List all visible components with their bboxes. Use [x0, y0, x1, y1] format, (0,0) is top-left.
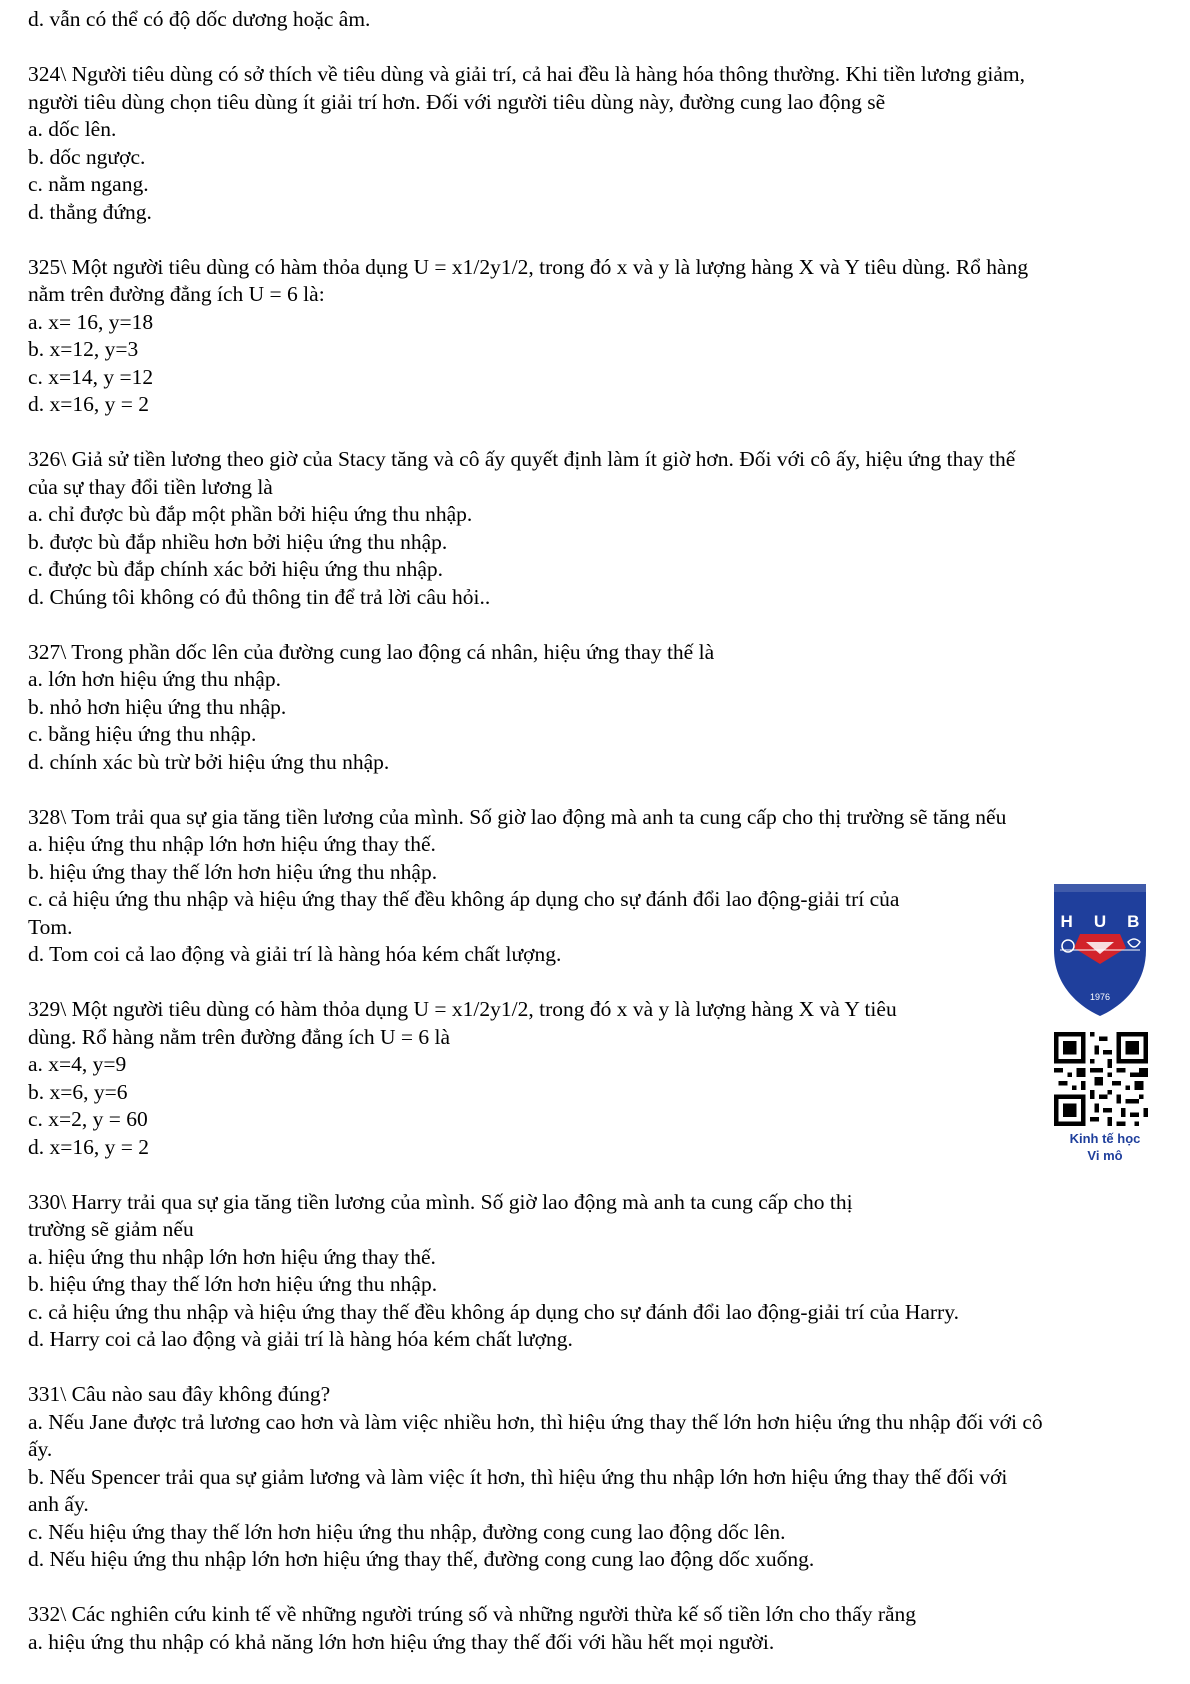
- option-text: anh ấy.: [28, 1492, 89, 1516]
- option-text: d. Nếu hiệu ứng thu nhập lớn hơn hiệu ứng thay thế, đường cong cung lao động dốc xuống.: [28, 1547, 815, 1571]
- option-text: c. Nếu hiệu ứng thay thế lớn hơn hiệu ứng thu nhập, đường cong cung lao động dốc lên.: [28, 1519, 786, 1544]
- option-text: ấy.: [28, 1437, 53, 1461]
- question-stem: 329\ Một người tiêu dùng có hàm thỏa dụng U = x1/2y1/2, trong đó x và y là lượng hàng X và Y tiêu: [28, 997, 897, 1021]
- option-text: a. dốc lên.: [28, 117, 117, 141]
- question-stem: nằm trên đường đẳng ích U = 6 là:: [28, 282, 325, 306]
- logo-caption: [1050, 1130, 1160, 1164]
- option-text: d. x=16, y = 2: [28, 392, 150, 416]
- option-text: b. x=12, y=3: [28, 337, 139, 361]
- question-331: [28, 1381, 1168, 1574]
- question-328: [28, 804, 1168, 969]
- option-text: a. hiệu ứng thu nhập có khả năng lớn hơn hiệu ứng thay thế đối với hầu hết mọi người.: [28, 1629, 775, 1654]
- logo-letters: [1050, 912, 1150, 932]
- option-text: b. hiệu ứng thay thế lớn hơn hiệu ứng thu nhập.: [28, 859, 438, 884]
- question-329: [28, 996, 1168, 1161]
- logo-year: 1976: [1089, 992, 1111, 1002]
- option-text: c. nằm ngang.: [28, 172, 149, 196]
- question-stem: 327\ Trong phần dốc lên của đường cung lao động cá nhân, hiệu ứng thay thế là: [28, 639, 715, 664]
- option-text: c. được bù đắp chính xác bởi hiệu ứng thu nhập.: [28, 557, 444, 581]
- question-stem: 330\ Harry trải qua sự gia tăng tiền lương của mình. Số giờ lao động mà anh ta cung cấp cho thị: [28, 1189, 853, 1214]
- option-text: a. lớn hơn hiệu ứng thu nhập.: [28, 667, 281, 691]
- option-text: b. Nếu Spencer trải qua sự giảm lương và làm việc ít hơn, thì hiệu ứng thu nhập lớn hơn hiệu ứng thay thế đối với: [28, 1464, 1008, 1489]
- question-stem: 332\ Các nghiên cứu kinh tế về những người trúng số và những người thừa kế số tiền lớn cho thấy rằng: [28, 1602, 917, 1626]
- question-stem: 331\ Câu nào sau đây không đúng?: [28, 1382, 331, 1406]
- logo-caption-line2: Vi mô: [1087, 1148, 1123, 1163]
- option-text: a. hiệu ứng thu nhập lớn hơn hiệu ứng thay thế.: [28, 832, 436, 856]
- option-text: b. hiệu ứng thay thế lớn hơn hiệu ứng thu nhập.: [28, 1272, 438, 1296]
- question-330: [28, 1189, 1168, 1354]
- option-text: b. nhỏ hơn hiệu ứng thu nhập.: [28, 694, 287, 719]
- question-327: [28, 639, 1168, 777]
- document-page: [28, 6, 1168, 1684]
- option-text: b. được bù đắp nhiều hơn bởi hiệu ứng thu nhập.: [28, 529, 448, 554]
- question-stem: 328\ Tom trải qua sự gia tăng tiền lương của mình. Số giờ lao động mà anh ta cung cấp cho thị trường sẽ tăng nếu: [28, 804, 1007, 829]
- option-text: d. chính xác bù trừ bởi hiệu ứng thu nhập.: [28, 749, 390, 774]
- question-stem: trường sẽ giảm nếu: [28, 1217, 194, 1241]
- option-text: a. chỉ được bù đắp một phần bởi hiệu ứng thu nhập.: [28, 502, 473, 526]
- question-stem: của sự thay đổi tiền lương là: [28, 474, 273, 499]
- question-stem: 326\ Giả sử tiền lương theo giờ của Stacy tăng và cô ấy quyết định làm ít giờ hơn. Đối với cô ấy, hiệu ứng thay thế: [28, 447, 1016, 471]
- option-text: d. vẫn có thể có độ dốc dương hoặc âm.: [28, 7, 371, 31]
- question-326: [28, 446, 1168, 611]
- option-text: d. Harry coi cả lao động và giải trí là hàng hóa kém chất lượng.: [28, 1327, 573, 1351]
- question-332: [28, 1601, 1168, 1656]
- option-text: c. bằng hiệu ứng thu nhập.: [28, 722, 257, 746]
- option-text: a. x= 16, y=18: [28, 309, 154, 334]
- option-text: c. x=2, y = 60: [28, 1107, 148, 1131]
- question-stem: người tiêu dùng chọn tiêu dùng ít giải trí hơn. Đối với người tiêu dùng này, đường cung lao động sẽ: [28, 89, 886, 114]
- logo-caption-line1: Kinh tế học: [1069, 1131, 1141, 1146]
- hub-logo: [1050, 880, 1160, 1180]
- question-stem: 324\ Người tiêu dùng có sở thích về tiêu dùng và giải trí, cả hai đều là hàng hóa thông thường. Khi tiền lương giảm,: [28, 62, 1025, 86]
- option-text: d. Tom coi cả lao động và giải trí là hàng hóa kém chất lượng.: [28, 942, 562, 966]
- logo-letter-h: H: [1060, 912, 1073, 931]
- option-text: b. dốc ngược.: [28, 144, 146, 169]
- option-text: a. hiệu ứng thu nhập lớn hơn hiệu ứng thay thế.: [28, 1244, 436, 1269]
- option-text: c. x=14, y =12: [28, 364, 154, 389]
- option-text: Tom.: [28, 914, 73, 939]
- option-text: a. x=4, y=9: [28, 1052, 127, 1076]
- option-text: b. x=6, y=6: [28, 1079, 128, 1104]
- option-text: d. thẳng đứng.: [28, 199, 152, 224]
- question-stem: dùng. Rổ hàng nằm trên đường đẳng ích U = 6 là: [28, 1024, 451, 1049]
- option-text: d. Chúng tôi không có đủ thông tin để trả lời câu hỏi..: [28, 584, 491, 609]
- option-text: a. Nếu Jane được trả lương cao hơn và làm việc nhiều hơn, thì hiệu ứng thay thế lớn hơn hiệu ứng thu nhập đối với cô: [28, 1409, 1043, 1434]
- option-text: c. cả hiệu ứng thu nhập và hiệu ứng thay thế đều không áp dụng cho sự đánh đổi lao động-giải trí của: [28, 887, 900, 911]
- option-text: c. cả hiệu ứng thu nhập và hiệu ứng thay thế đều không áp dụng cho sự đánh đổi lao động-giải trí của Harry.: [28, 1299, 959, 1324]
- option-text: d. x=16, y = 2: [28, 1134, 150, 1159]
- question-324: [28, 61, 1168, 226]
- logo-letter-u: U: [1093, 912, 1107, 931]
- qr-code-icon: [1054, 1032, 1148, 1126]
- question-325: [28, 254, 1168, 419]
- question-stem: 325\ Một người tiêu dùng có hàm thỏa dụng U = x1/2y1/2, trong đó x và y là lượng hàng X và Y tiêu dùng. Rổ hàng: [28, 254, 1029, 279]
- logo-letter-b: B: [1127, 912, 1140, 931]
